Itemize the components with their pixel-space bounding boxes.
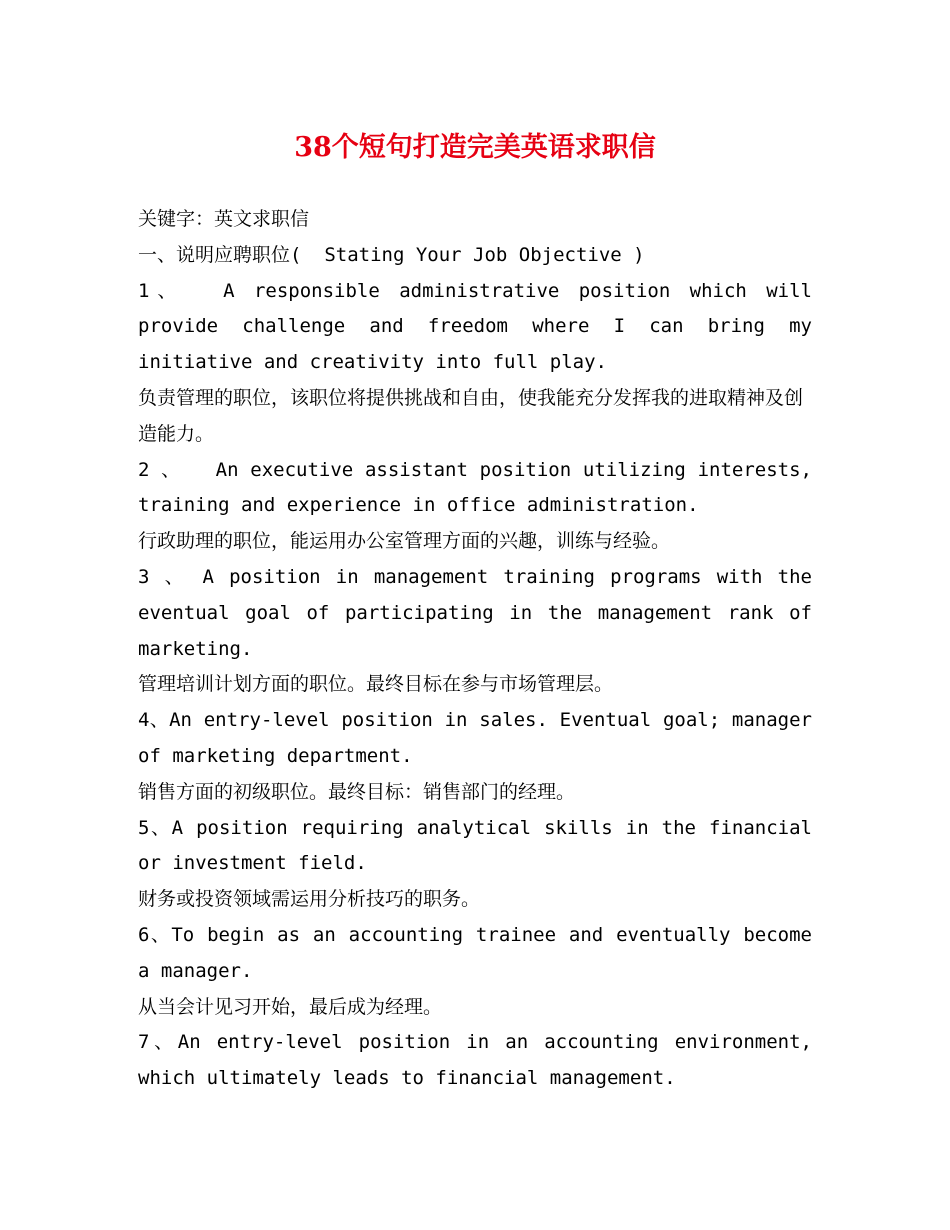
document-title: 38个短句打造完美英语求职信 [294,132,656,163]
item-5-english: 5、A position requiring analytical skills in the financial or investment field. [138,816,824,875]
item-5-chinese: 财务或投资领域需运用分析技巧的职务。 [138,888,481,911]
section-heading: 一、说明应聘职位( Stating Your Job Objective ) [138,243,645,266]
item-4-english: 4、An entry-level position in sales. Eventual goal; manager of marketing department. [138,709,824,767]
item-4-chinese: 销售方面的初级职位。最终目标：销售部门的经理。 [138,780,576,803]
item-2-english: 2 、 An executive assistant position utilizing interests, training and experience in office administration. [138,458,824,517]
item-6-chinese: 从当会计见习开始，最后成为经理。 [138,995,443,1018]
item-7-english: 7、An entry-level position in an accounting environment, which ultimately leads to financial management. [138,1031,824,1090]
item-2-chinese: 行政助理的职位，能运用办公室管理方面的兴趣，训练与经验。 [138,530,671,553]
item-1-english: 1、 A responsible administrative position which will provide challenge and freedom where I can bring my initiative and creativity into full play. [138,279,824,374]
item-6-english: 6、To begin as an accounting trainee and eventually become a manager. [138,923,824,982]
item-3-chinese: 管理培训计划方面的职位。最终目标在参与市场管理层。 [138,673,614,696]
item-1-chinese: 负责管理的职位，该职位将提供挑战和自由，使我能充分发挥我的进取精神及创造能力。 [138,386,804,445]
document-body [138,202,824,1097]
item-3-english: 3 、 A position in management training programs with the eventual goal of participating in the management rank of marketing. [138,565,824,660]
keywords-line: 关键字：英文求职信 [138,208,310,230]
